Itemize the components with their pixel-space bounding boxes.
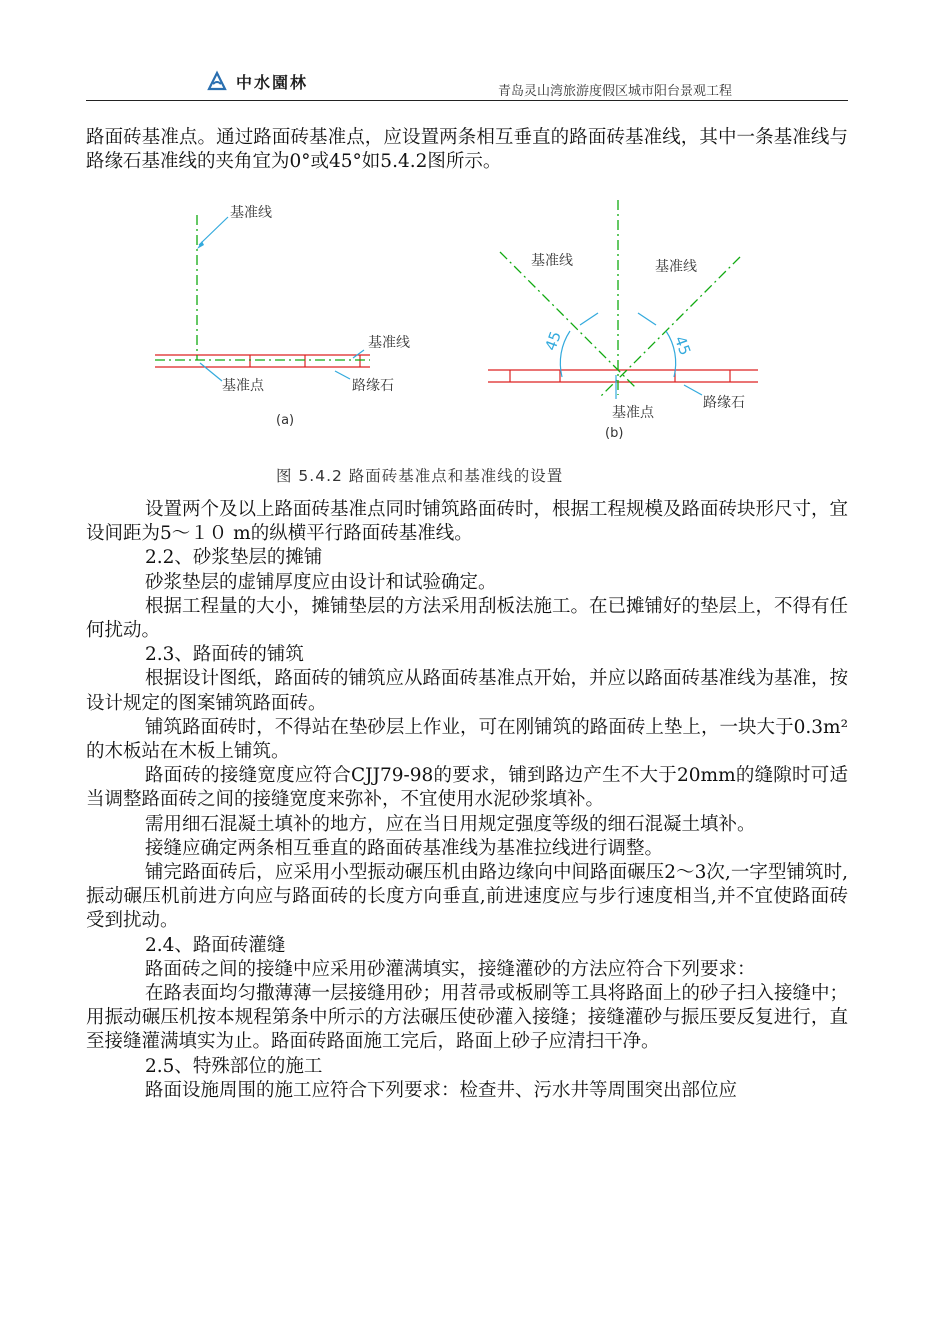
section-heading-2-3: 2.3、路面砖的铺筑 (145, 644, 304, 666)
label-point-b: 基准点 (612, 405, 654, 421)
intro-block (86, 126, 848, 174)
figure-diagram (150, 195, 770, 455)
paragraph: 设置两个及以上路面砖基准点同时铺筑路面砖时，根据工程规模及路面砖块形尺寸，宜设间距为5～１０ m的纵横平行路面砖基准线。 (86, 499, 849, 545)
sub-label-a: (a) (276, 413, 295, 428)
paragraph: 在路表面均匀撒薄薄一层接缝用砂；用苕帚或板刷等工具将路面上的砂子扫入接缝中；用振动碾压机按本规程第条中所示的方法碾压使砂灌入接缝；接缝灌砂与振压要反复进行，直至接缝灌满填实为止。路面砖路面施工完后，路面上砂子应清扫干净。 (86, 983, 849, 1053)
paragraph: 根据工程量的大小，摊铺垫层的方法采用刮板法施工。在已摊铺好的垫层上，不得有任何扰动。 (86, 595, 849, 642)
label-point-a: 基准点 (222, 378, 264, 394)
company-logo (206, 68, 308, 94)
paragraph: 路面设施周围的施工应符合下列要求：检查井、污水井等周围突出部位应 (145, 1079, 738, 1101)
leader-arrow (638, 313, 656, 325)
label-baseline-top-a: 基准线 (230, 205, 272, 221)
baseline-diagonal-right-b (600, 257, 740, 397)
label-curb-b: 路缘石 (703, 395, 745, 411)
figure-caption: 图 5.4.2 路面砖基准点和基准线的设置 (276, 467, 564, 485)
diagram-b (488, 200, 758, 441)
label-curb-a: 路缘石 (352, 378, 394, 394)
section-heading-2-4: 2.4、路面砖灌缝 (145, 934, 286, 956)
angle-label-right: 45 (670, 333, 695, 358)
paragraph: 接缝应确定两条相互垂直的路面砖基准线为基准拉线进行调整。 (145, 837, 664, 859)
paragraph: 根据设计图纸，路面砖的铺筑应从路面砖基准点开始，并应以路面砖基准线为基准，按设计规定的图案铺筑路面砖。 (86, 668, 849, 714)
sub-label-b: (b) (605, 426, 624, 441)
leader-arrow (353, 350, 364, 358)
page-header (86, 66, 848, 101)
body-block (86, 498, 848, 1103)
logo-icon (206, 70, 228, 92)
diagram-a (155, 204, 410, 428)
leader-arrow (200, 363, 222, 381)
label-baseline-right-a: 基准线 (368, 335, 410, 351)
angle-label-left: 45 (541, 328, 565, 353)
figure-5-4-2 (150, 195, 770, 490)
paragraph: 铺筑路面砖时，不得站在垫砂层上作业，可在刚铺筑的路面砖上垫上，一块大于0.3m²的木板站在木板上铺筑。 (86, 716, 848, 763)
paragraph: 砂浆垫层的虚铺厚度应由设计和试验确定。 (145, 571, 497, 593)
section-heading-2-5: 2.5、特殊部位的施工 (145, 1055, 323, 1077)
leader-arrow (199, 217, 228, 245)
label-baseline-left-b: 基准线 (531, 253, 573, 269)
paragraph: 路面砖的接缝宽度应符合CJJ79-98的要求，铺到路边产生不大于20mm的缝隙时可适当调整路面砖之间的接缝宽度来弥补，不宜使用水泥砂浆填补。 (86, 765, 848, 811)
paragraph: 路面砖之间的接缝中应采用砂灌满填实，接缝灌砂的方法应符合下列要求： (145, 958, 756, 980)
project-title: 青岛灵山湾旅游度假区城市阳台景观工程 (497, 84, 732, 99)
leader-arrow (580, 313, 598, 325)
section-heading-2-2: 2.2、砂浆垫层的摊铺 (145, 547, 323, 569)
baseline-diagonal-left-b (500, 252, 636, 388)
intro-paragraph: 路面砖基准点。通过路面砖基准点，应设置两条相互垂直的路面砖基准线，其中一条基准线与路缘石基准线的夹角宜为0°或45°如5.4.2图所示。 (86, 127, 848, 173)
paragraph: 需用细石混凝土填补的地方，应在当日用规定强度等级的细石混凝土填补。 (145, 813, 756, 835)
leader-arrow (684, 385, 702, 395)
logo-text: 中水園林 (236, 72, 309, 92)
paragraph: 铺完路面砖后，应采用小型振动碾压机由路边缘向中间路面碾压2～3次,一字型铺筑时,振动碾压机前进方向应与路面砖的长度方向垂直,前进速度应与步行速度相当,并不宜使路面砖受到扰动。 (86, 862, 848, 932)
label-baseline-right-b: 基准线 (655, 259, 697, 275)
leader-arrow (335, 371, 350, 379)
arrow-head (197, 241, 204, 249)
